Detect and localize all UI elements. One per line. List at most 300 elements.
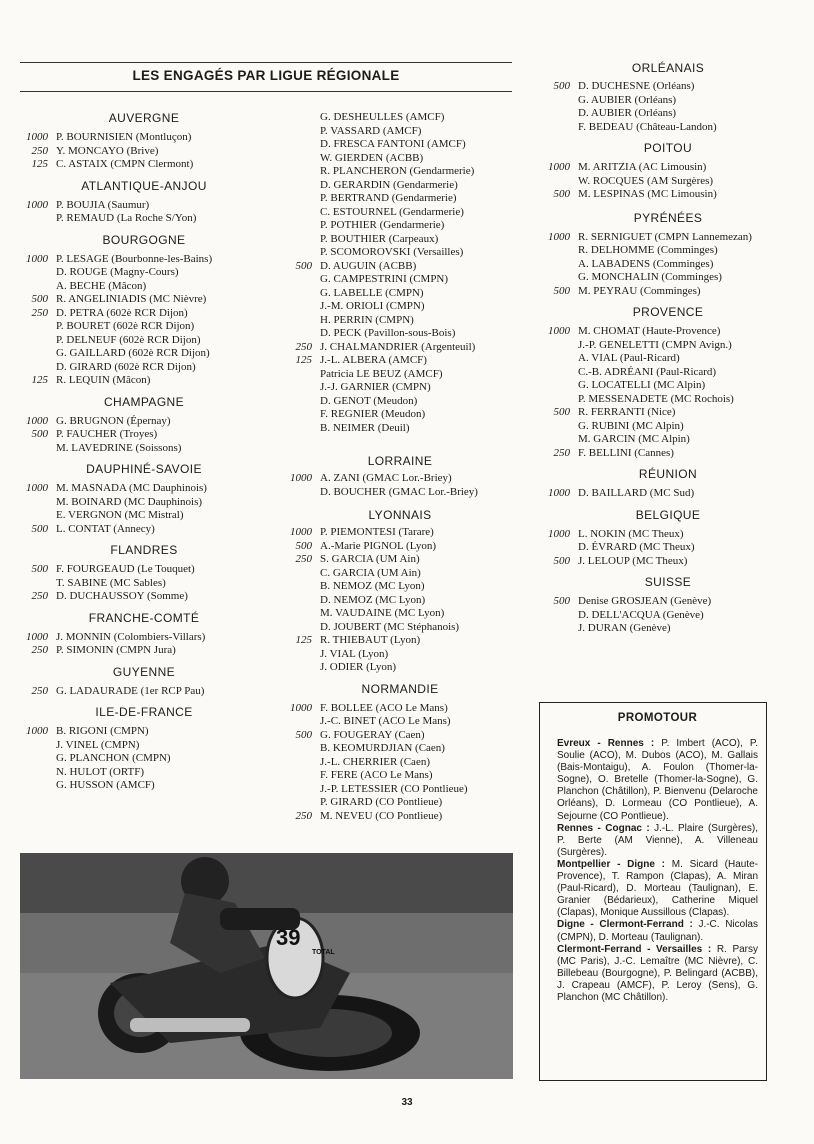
points (8, 766, 56, 780)
rider: F. FERE (ACO Le Mans) (320, 769, 433, 781)
rider: D. AUBIER (Orléans) (578, 107, 677, 119)
points (8, 577, 56, 591)
rider: N. HULOT (ORTF) (56, 765, 145, 778)
rider: D. AUGUIN (ACBB) (320, 259, 417, 272)
region-flandres (8, 543, 280, 604)
entry (272, 260, 528, 274)
rider: E. VERGNON (MC Mistral) (56, 509, 184, 521)
rider: D. PETRA (602è RCR Dijon) (56, 306, 188, 319)
region-reunion (530, 467, 806, 501)
entry-list (8, 631, 280, 658)
points (272, 621, 320, 635)
entry (272, 300, 528, 314)
points: 1000 (26, 482, 48, 494)
rider: S. GARCIA (UM Ain) (320, 553, 420, 565)
rider: G. AUBIER (Orléans) (578, 93, 677, 106)
points: 1000 (26, 630, 48, 643)
points (272, 715, 320, 729)
points: 1000 (290, 701, 312, 714)
points: 1000 (26, 725, 48, 737)
entry (530, 433, 806, 447)
entry (8, 523, 280, 537)
rider: M. GARCIN (MC Alpin) (578, 433, 690, 445)
page-number: 33 (401, 1097, 413, 1108)
rider: J. VIAL (Lyon) (320, 647, 389, 660)
rider: P. LESAGE (Bourbonne-les-Bains) (56, 252, 213, 265)
entry (530, 379, 806, 393)
points (8, 779, 56, 793)
title-rule (20, 62, 512, 63)
rider: F. FOURGEAUD (Le Touquet) (56, 563, 195, 575)
points: 500 (553, 80, 570, 92)
points (530, 352, 578, 366)
points (530, 541, 578, 555)
entry (530, 175, 806, 189)
rider: F. BOLLEE (ACO Le Mans) (320, 701, 448, 714)
region-title: RÉUNION (638, 467, 698, 481)
region-lyonnais (272, 508, 528, 675)
points: 500 (553, 595, 570, 607)
rider: P. BOURNISIEN (Montluçon) (56, 131, 192, 143)
rider: G. LADAURADE (1er RCP Pau) (56, 684, 205, 697)
rider: M. ARITZIA (AC Limousin) (578, 161, 707, 173)
points (272, 742, 320, 756)
points (8, 752, 56, 766)
entry (272, 594, 528, 608)
entry (272, 354, 528, 368)
entry (272, 314, 528, 328)
entry (8, 307, 280, 321)
entry (530, 420, 806, 434)
rider: P. BOUJIA (Saumur) (56, 198, 150, 211)
entry (8, 212, 280, 226)
points (272, 233, 320, 247)
points: 1000 (548, 527, 570, 540)
route-label: Digne - Clermont-Ferrand : (557, 919, 693, 931)
promotour-leg (557, 944, 758, 1004)
route-riders: J.-C. Nicolas (CMPN), D. Morteau (Taulignan). (557, 919, 758, 943)
points (8, 347, 56, 361)
points: 250 (295, 340, 312, 353)
rider: M. CHOMAT (Haute-Provence) (578, 325, 721, 337)
rider: D. DUCHAUSSOY (Somme) (56, 590, 188, 602)
points (272, 594, 320, 608)
region-title: SUISSE (644, 575, 692, 589)
rider: M. NEVEU (CO Pontlieue) (320, 809, 443, 822)
entry-list (272, 111, 528, 435)
rider: P. BERTRAND (Gendarmerie) (320, 192, 457, 204)
rider: J. VINEL (CMPN) (56, 738, 140, 751)
region-pyrenees (530, 211, 806, 299)
rider: J.-P. LETESSIER (CO Pontlieue) (320, 782, 468, 795)
entry (272, 179, 528, 193)
points: 500 (553, 188, 570, 200)
rider: F. BELLINI (Cannes) (578, 446, 674, 459)
entry-list (8, 253, 280, 388)
rider: G. LABELLE (CMPN) (320, 286, 424, 299)
region-title: ORLÉANAIS (631, 61, 705, 75)
points: 1000 (26, 198, 48, 211)
points (530, 339, 578, 353)
points (8, 496, 56, 510)
entry (272, 648, 528, 662)
rider: A. BECHE (Mâcon) (56, 279, 147, 292)
rider: M. BOINARD (MC Dauphinois) (56, 495, 203, 508)
region-title: GUYENNE (112, 664, 176, 679)
rider: H. PERRIN (CMPN) (320, 313, 414, 326)
rider: D. BOUCHER (GMAC Lor.-Briey) (320, 485, 478, 498)
points: 250 (31, 590, 48, 602)
points: 500 (31, 428, 48, 440)
points: 1000 (548, 230, 570, 243)
region-normandie (272, 682, 528, 824)
entry (272, 246, 528, 260)
entry (8, 779, 280, 793)
entry (8, 374, 280, 388)
entry-list (530, 325, 806, 460)
entry (530, 595, 806, 609)
rider: J. CHALMANDRIER (Argenteuil) (320, 340, 476, 353)
entry (8, 334, 280, 348)
region-provence (530, 305, 806, 460)
entry-list (8, 415, 280, 456)
points (272, 648, 320, 662)
rider: G. LOCATELLI (MC Alpin) (578, 379, 706, 391)
region-guyenne (8, 665, 280, 699)
points: 500 (553, 406, 570, 418)
points (272, 125, 320, 139)
rider: J.-P. GENELETTI (CMPN Avign.) (578, 338, 732, 351)
rider: M. LESPINAS (MC Limousin) (578, 188, 717, 200)
points: 500 (295, 259, 312, 272)
entry (272, 553, 528, 567)
region-champagne (8, 395, 280, 456)
entry (8, 145, 280, 159)
region-dauphine-savoie (8, 462, 280, 536)
points: 500 (295, 539, 312, 552)
rider: M. PEYRAU (Comminges) (578, 284, 701, 297)
entry-list (8, 563, 280, 604)
entry (272, 715, 528, 729)
entry (272, 381, 528, 395)
promotour-leg (557, 859, 758, 919)
entry (530, 258, 806, 272)
entry (272, 661, 528, 675)
rider: P. MESSENADETE (MC Rochois) (578, 392, 734, 405)
entry (8, 415, 280, 429)
title-rule-bottom (20, 91, 512, 92)
rider: L. CONTAT (Annecy) (56, 522, 155, 535)
region-lorraine (272, 454, 528, 499)
rider: J. MONNIN (Colombiers-Villars) (56, 630, 206, 643)
points (530, 107, 578, 121)
entry (8, 482, 280, 496)
points: 250 (31, 644, 48, 656)
entry (8, 280, 280, 294)
points (272, 287, 320, 301)
points (530, 94, 578, 108)
points: 1000 (548, 487, 570, 499)
rider: D. GERARDIN (Gendarmerie) (320, 178, 458, 191)
rider: G. HUSSON (AMCF) (56, 779, 155, 791)
rider: D. PECK (Pavillon-sous-Bois) (320, 327, 456, 339)
promotour-leg (557, 823, 758, 859)
points (530, 244, 578, 258)
entry (272, 634, 528, 648)
points (530, 121, 578, 135)
entry (530, 244, 806, 258)
entry (272, 810, 528, 824)
entry (530, 622, 806, 636)
points (8, 361, 56, 375)
points (8, 212, 56, 226)
rider: J.-C. BINET (ACO Le Mans) (320, 715, 451, 727)
route-riders: R. Parsy (MC Paris), J.-C. Lemaître (MC Nièvre), C. Billebeau (Bourgogne), P. Belingard (ACBB), J. Crapeau (AMCF), P. Leroy (Sens), G. Planchon (MC Châtillon). (557, 943, 759, 1003)
region-title: FRANCHE-COMTÉ (88, 610, 200, 625)
rider: M. LAVEDRINE (Soissons) (56, 441, 182, 454)
entry (272, 742, 528, 756)
page-title: LES ENGAGÉS PAR LIGUE RÉGIONALE (132, 68, 400, 83)
entry (8, 752, 280, 766)
entry (272, 567, 528, 581)
points (530, 271, 578, 285)
points (272, 395, 320, 409)
points (272, 422, 320, 436)
entry (272, 111, 528, 125)
region-title: DAUPHINÉ-SAVOIE (86, 462, 202, 476)
region-title: AUVERGNE (108, 111, 180, 125)
rider: P. PIEMONTESI (Tarare) (320, 526, 434, 538)
entry (272, 729, 528, 743)
promotour-title: PROMOTOUR (617, 712, 698, 724)
entry (272, 580, 528, 594)
points: 125 (295, 354, 312, 366)
rider: B. KEOMURDJIAN (Caen) (320, 742, 445, 754)
rider: J.-L. CHERRIER (Caen) (320, 755, 430, 768)
rider: W. GIERDEN (ACBB) (320, 151, 424, 164)
entry (8, 766, 280, 780)
points (530, 420, 578, 434)
rider: C. ASTAIX (CMPN Clermont) (56, 158, 194, 170)
region-bourgogne (8, 233, 280, 388)
entry-list (8, 199, 280, 226)
rider: R. LEQUIN (Mâcon) (56, 374, 151, 386)
entry (530, 231, 770, 245)
rider: J. DURAN (Genève) (578, 622, 671, 634)
points (272, 219, 320, 233)
rider: R. ANGELINIADIS (MC Nièvre) (56, 293, 207, 305)
points: 250 (31, 144, 48, 157)
region-auvergne (8, 111, 280, 172)
entry (8, 631, 280, 645)
entry-list (272, 472, 528, 499)
entry (272, 273, 528, 287)
rider: P. REMAUD (La Roche S/Yon) (56, 212, 197, 224)
entry (530, 447, 806, 461)
points: 125 (31, 158, 48, 170)
entry (272, 233, 528, 247)
route-riders: M. Sicard (Haute-Provence), T. Rampon (Clapas), A. Miran (Paul-Ricard), D. Morteau (Taulignan), E. Granier (Bédarieux), Catherine Miquel (Clapas), Monique Aussillous (Clapas). (557, 858, 759, 919)
points: 125 (31, 374, 48, 386)
entry (530, 366, 806, 380)
points (272, 206, 320, 220)
entry (8, 563, 280, 577)
points (272, 273, 320, 287)
rider: Patricia LE BEUZ (AMCF) (320, 367, 443, 380)
route-label: Clermont-Ferrand - Versailles : (557, 943, 712, 955)
rider: G. PLANCHON (CMPN) (56, 752, 171, 764)
entry (530, 528, 806, 542)
points (272, 607, 320, 621)
rider: B. RIGONI (CMPN) (56, 725, 149, 737)
region-title: LYONNAIS (368, 508, 432, 522)
entry-list (8, 685, 280, 699)
points (272, 152, 320, 166)
entry-list (272, 526, 528, 675)
entry (8, 644, 280, 658)
rider: P. DELNEUF (602è RCR Dijon) (56, 333, 201, 346)
rider: Y. MONCAYO (Brive) (56, 144, 159, 157)
points (8, 739, 56, 753)
entry (530, 352, 806, 366)
race-photo (20, 853, 513, 1079)
region-title: BOURGOGNE (102, 232, 186, 247)
entry-list (8, 482, 280, 536)
entry (8, 131, 280, 145)
entry-list (530, 487, 806, 501)
rider: G. FOUGERAY (Caen) (320, 728, 425, 741)
rider: P. BOUTHIER (Carpeaux) (320, 232, 439, 245)
rider: A. ZANI (GMAC Lor.-Briey) (320, 472, 452, 484)
rider: P. GIRARD (CO Pontlieue) (320, 796, 443, 808)
rider: R. FERRANTI (Nice) (578, 406, 676, 418)
region-title: NORMANDIE (361, 681, 439, 696)
entry (530, 94, 806, 108)
rider: R. DELHOMME (Comminges) (578, 244, 718, 256)
entry (272, 192, 528, 206)
bike-number: 39 (276, 925, 301, 950)
rider: D. ROUGE (Magny-Cours) (56, 266, 179, 278)
entry-list (530, 595, 806, 636)
region-title: PYRÉNÉES (633, 210, 703, 225)
entry (8, 320, 280, 334)
points: 1000 (26, 414, 48, 427)
rider: D. GENOT (Meudon) (320, 394, 418, 407)
entry (272, 152, 528, 166)
region-title: ATLANTIQUE-ANJOU (81, 178, 207, 193)
route-riders: P. Imbert (ACO), P. Soulie (ACO), M. Dubos (ACO), M. Gallais (Bais-Montaigu), A. Foulon (Thomer-la-Sogne), O. Bretelle (Thomer-la-Sogne), G. Planchon (Châtillon), P. Bienvenu (Delaroche Orléans), D. Lormeau (CO Pontlieue), A. Sejourne (CO Pontlieue). (557, 738, 758, 822)
rider: W. ROCQUES (AM Surgères) (578, 174, 714, 187)
points: 1000 (290, 472, 312, 484)
entry (530, 393, 806, 407)
points: 250 (31, 684, 48, 697)
region-title: POITOU (643, 141, 693, 155)
entry (272, 422, 528, 436)
rider: P. VASSARD (AMCF) (320, 124, 422, 137)
column-1 (8, 111, 280, 793)
region-title: BELGIQUE (635, 507, 701, 522)
points (272, 486, 320, 500)
rider: A. VIAL (Paul-Ricard) (578, 352, 680, 364)
entry (8, 347, 280, 361)
rider: G. GAILLARD (602è RCR Dijon) (56, 347, 210, 359)
entry (272, 395, 528, 409)
entry (530, 541, 806, 555)
entry (8, 685, 280, 699)
rider: G. MONCHALIN (Comminges) (578, 271, 722, 283)
rider: J.-L. ALBERA (AMCF) (320, 354, 427, 366)
points (272, 300, 320, 314)
rider: D. GIRARD (602è RCR Dijon) (56, 360, 196, 373)
rider: F. BEDEAU (Château-Landon) (578, 120, 717, 133)
rider: R. SERNIGUET (CMPN Lannemezan) (578, 230, 752, 243)
promotour-leg (557, 738, 758, 823)
points (272, 179, 320, 193)
entry (530, 188, 806, 202)
entry-list (530, 231, 806, 299)
points (530, 258, 578, 272)
entry (8, 739, 280, 753)
points: 250 (295, 809, 312, 822)
rider: J.-M. ORIOLI (CMPN) (320, 300, 425, 312)
points (272, 165, 320, 179)
rider: B. NEIMER (Deuil) (320, 421, 410, 434)
rider: P. BOURET (602è RCR Dijon) (56, 320, 195, 332)
points: 500 (31, 563, 48, 575)
entry (530, 161, 806, 175)
sponsor-label: TOTAL (312, 949, 335, 956)
points: 1000 (26, 252, 48, 265)
promotour-box (539, 702, 767, 1081)
points: 1000 (548, 161, 570, 173)
entry-list (530, 528, 806, 569)
rider: D. JOUBERT (MC Stéphanois) (320, 620, 460, 633)
region-title: FLANDRES (110, 543, 178, 557)
entry (8, 199, 280, 213)
entry (530, 339, 806, 353)
rider: J. ODIER (Lyon) (320, 661, 397, 673)
points (272, 769, 320, 783)
rider: G. RUBINI (MC Alpin) (578, 419, 684, 432)
entry (272, 702, 528, 716)
entry (530, 325, 806, 339)
rider: F. REGNIER (Meudon) (320, 408, 426, 420)
entry (272, 341, 528, 355)
region-ile-de-france-continued (272, 111, 528, 435)
entry (8, 442, 280, 456)
rider: P. FAUCHER (Troyes) (56, 428, 158, 440)
rider: D. BAILLARD (MC Sud) (578, 487, 695, 499)
entry (272, 756, 528, 770)
points (8, 280, 56, 294)
points (530, 175, 578, 189)
region-title: LORRAINE (367, 454, 433, 468)
rider: C.-B. ADRÉANI (Paul-Ricard) (578, 365, 717, 378)
rider: A.-Marie PIGNOL (Lyon) (320, 539, 436, 552)
column-3 (530, 61, 806, 636)
region-atlantique-anjou (8, 179, 280, 226)
region-poitou (530, 141, 806, 202)
rider: T. SABINE (MC Sables) (56, 576, 166, 589)
points (530, 379, 578, 393)
entry (530, 555, 806, 569)
rider: Denise GROSJEAN (Genève) (578, 595, 712, 607)
rider: D. ÉVRARD (MC Theux) (578, 541, 695, 553)
points (8, 442, 56, 456)
rider: M. VAUDAINE (MC Lyon) (320, 607, 445, 619)
rider: P. SIMONIN (CMPN Jura) (56, 644, 176, 656)
entry (272, 526, 528, 540)
